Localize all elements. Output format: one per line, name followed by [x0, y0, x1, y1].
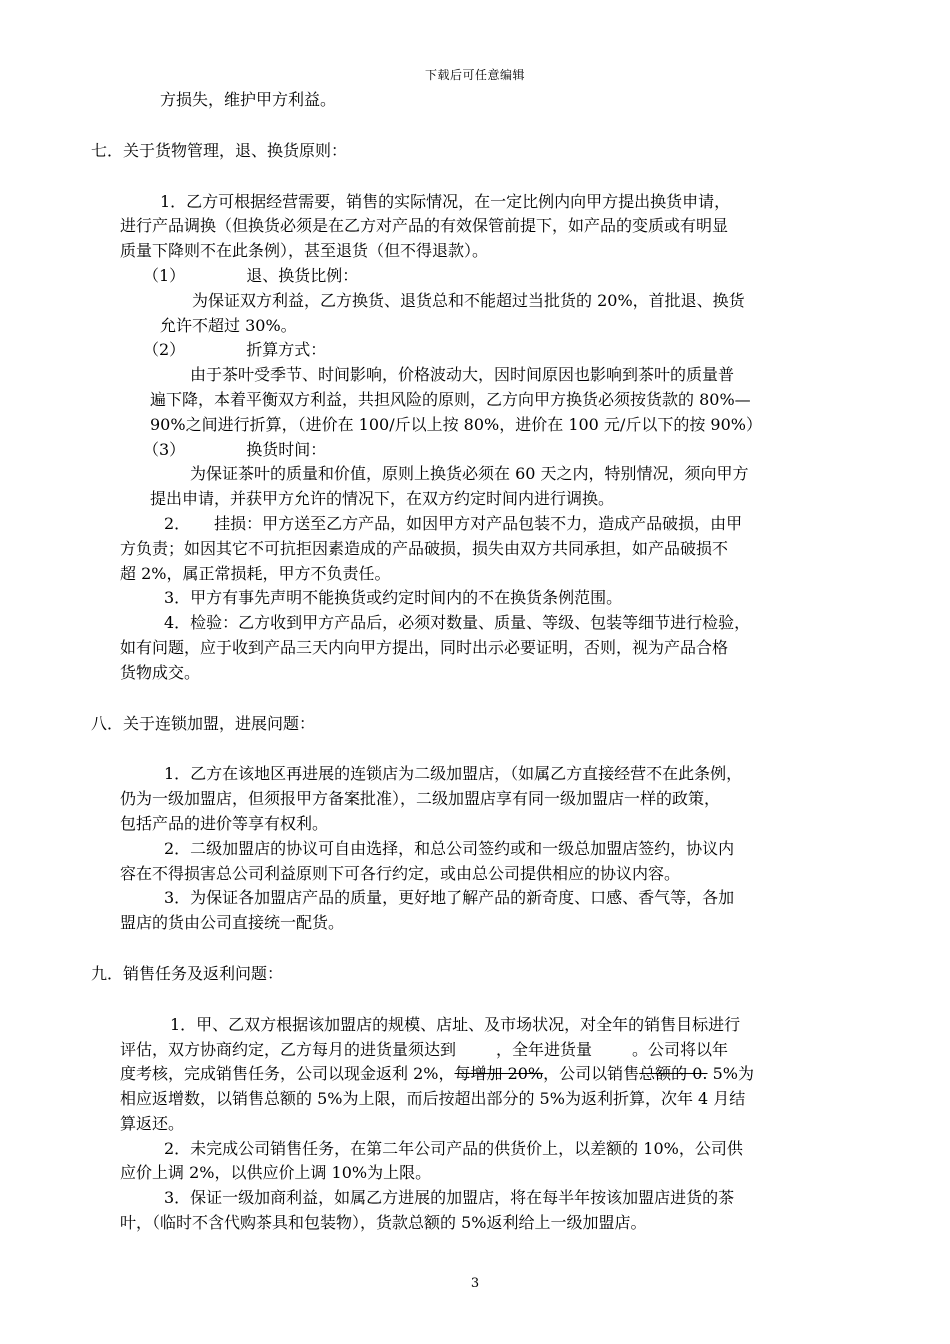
- text-line: 如有问题，应于收到产品三天内向甲方提出，同时出示必要证明，否则，视为产品合格: [120, 637, 729, 657]
- text-run: 度考核，完成销售任务，公司以现金返利 2%，: [120, 1064, 455, 1084]
- section-heading: 八．关于连锁加盟，进展问题：: [91, 713, 316, 733]
- s8-item2: [0, 837, 950, 887]
- sub-number: （1）: [143, 265, 186, 285]
- s8-item3: [0, 886, 950, 936]
- sub-title: 折算方式：: [246, 340, 327, 360]
- text-line: [120, 1062, 950, 1087]
- subheading: [143, 438, 950, 463]
- text-line: 90%之间进行折算，（进价在 100/斤以上按 80%，进价在 100 元/斤以下的按 90%）: [150, 414, 762, 434]
- text-run: ，全年进货量: [496, 1039, 593, 1059]
- sub-title: 退、换货比例：: [246, 265, 359, 285]
- text-line: 算返还。: [120, 1113, 185, 1133]
- paragraph: 方损失，维护甲方利益。: [160, 90, 337, 109]
- text-line: 2．未完成公司销售任务，在第二年公司产品的供货价上，以差额的 10%，公司供: [164, 1138, 743, 1158]
- s9-item1: [0, 1013, 950, 1137]
- text-line: 1．乙方在该地区再进展的连锁店为二级加盟店，（如属乙方直接经营不在此条例，: [164, 764, 743, 784]
- section-heading: 九．销售任务及返利问题：: [91, 963, 284, 983]
- text-line: 方负责；如因其它不可抗拒因素造成的产品破损，损失由双方共同承担，如产品破损不: [120, 538, 729, 558]
- text-line: 超 2%，属正常损耗，甲方不负责任。: [120, 563, 391, 583]
- text-line: 相应返增数，以销售总额的 5%为上限，而后按超出部分的 5%为返利折算，次年 4 月结: [120, 1089, 746, 1109]
- text-run: 5%为: [707, 1064, 754, 1084]
- text-line: 仍为一级加盟店，但须报甲方备案批准），二级加盟店享有同一级加盟店一样的政策，: [120, 789, 721, 809]
- text-line: 进行产品调换（但换货必须是在乙方对产品的有效保管前提下，如产品的变质或有明显: [120, 216, 729, 236]
- text-run: 评估，双方协商约定，乙方每月的进货量须达到: [120, 1039, 457, 1059]
- text-line: 为保证双方利益，乙方换货、退货总和不能超过当批货的 20%，首批退、换货: [192, 290, 745, 310]
- text-line: 2． 挂损：甲方送至乙方产品，如因甲方对产品包装不力，造成产品破损，由甲: [164, 513, 743, 533]
- text-line: 2．二级加盟店的协议可自由选择，和总公司签约或和一级总加盟店签约，协议内: [164, 838, 735, 858]
- text-line: [120, 1038, 950, 1063]
- page-header: 下载后可任意编辑: [424, 68, 525, 82]
- text-run: ，公司以销售: [543, 1064, 640, 1084]
- text-line: 1．甲、乙双方根据该加盟店的规模、店址、及市场状况，对全年的销售目标进行: [170, 1014, 741, 1034]
- section-heading: 七．关于货物管理，退、换货原则：: [91, 140, 348, 160]
- struck-text: 总额的 0.: [639, 1064, 708, 1084]
- text-line: 3．保证一级加商利益，如属乙方进展的加盟店，将在每半年按该加盟店进货的茶: [164, 1188, 735, 1208]
- text-line: 质量下降则不在此条例），甚至退货（但不得退款）。: [120, 241, 489, 261]
- page-number: 3: [470, 1276, 480, 1291]
- text-line: 为保证茶叶的质量和价值，原则上换货必须在 60 天之内，特别情况，须向甲方: [190, 464, 749, 484]
- text-line: 遍下降，本着平衡双方利益，共担风险的原则，乙方向甲方换货必须按货款的 80%—: [150, 389, 751, 409]
- text-line: 由于茶叶受季节、时间影响，价格波动大，因时间原因也影响到茶叶的质量普: [190, 365, 735, 385]
- s7-item4: [0, 611, 950, 685]
- text-line: 1．乙方可根据经营需要，销售的实际情况，在一定比例内向甲方提出换货申请，: [160, 191, 731, 211]
- s7-item1: [0, 190, 950, 264]
- text-line: 3．甲方有事先声明不能换货或约定时间内的不在换货条例范围。: [164, 588, 623, 608]
- sub-number: （3）: [143, 439, 186, 459]
- s9-item3: [0, 1186, 950, 1236]
- sub-number: （2）: [143, 340, 186, 360]
- document-body: [0, 88, 950, 1236]
- text-line: 叶，（临时不含代购茶具和包装物），货款总额的 5%返利给上一级加盟店。: [120, 1213, 647, 1233]
- text-line: 提出申请，并获甲方允许的情况下，在双方约定时间内进行调换。: [150, 489, 615, 509]
- text-line: 允许不超过 30%。: [160, 315, 297, 335]
- s9-item2: [0, 1137, 950, 1187]
- text-line: 货物成交。: [120, 662, 201, 682]
- s8-item1: [0, 762, 950, 836]
- subheading: [143, 338, 950, 363]
- text-line: 4．检验：乙方收到甲方产品后，必须对数量、质量、等级、包装等细节进行检验，: [164, 613, 751, 633]
- text-line: 包括产品的进价等享有权利。: [120, 813, 329, 833]
- text-line: 容在不得损害总公司利益原则下可各行约定，或由总公司提供相应的协议内容。: [120, 863, 681, 883]
- text-line: 3．为保证各加盟店产品的质量，更好地了解产品的新奇度、口感、香气等，各加: [164, 888, 735, 908]
- s7-item2: [0, 512, 950, 586]
- text-run: 。公司将以年: [632, 1039, 729, 1059]
- sub-title: 换货时间：: [246, 439, 327, 459]
- struck-text: 每增加 20%: [454, 1064, 544, 1084]
- text-line: 盟店的货由公司直接统一配货。: [120, 913, 345, 933]
- text-line: 应价上调 2%，以供应价上调 10%为上限。: [120, 1163, 432, 1183]
- subheading: [143, 264, 950, 289]
